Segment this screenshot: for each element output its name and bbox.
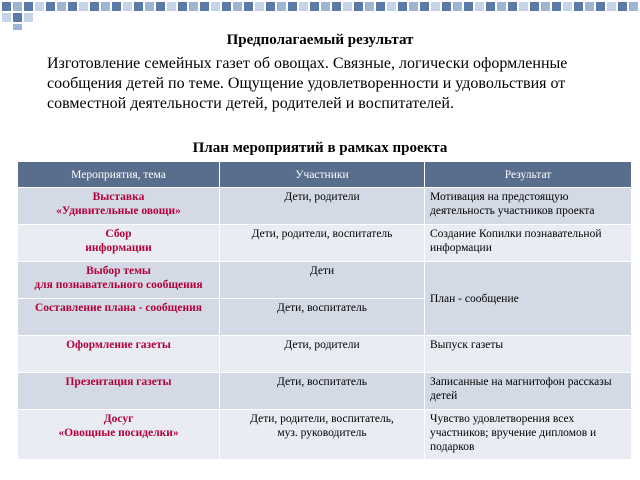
result-cell: Записанные на магнитофон рассказы детей — [425, 373, 632, 410]
table-row — [18, 336, 632, 373]
event-cell: Оформление газеты — [18, 336, 220, 373]
table-header-row — [18, 162, 632, 188]
event-cell: Выставка «Удивительные овощи» — [18, 188, 220, 225]
section-title-expected-result: Предполагаемый результат — [226, 32, 414, 48]
result-cell-merged: План - сообщение — [425, 262, 632, 336]
event-cell: Сбор информации — [18, 225, 220, 262]
event-cell: Выбор темы для познавательного сообщения — [18, 262, 220, 299]
decorative-squares — [0, 0, 640, 30]
participants-cell: Дети, родители, воспитатель, муз. руководитель — [220, 410, 425, 460]
result-cell: Создание Копилки познавательной информации — [425, 225, 632, 262]
event-cell: Составление плана - сообщения — [18, 299, 220, 336]
result-cell: Мотивация на предстоящую деятельность участников проекта — [425, 188, 632, 225]
table-row — [18, 262, 632, 299]
table-row — [18, 373, 632, 410]
result-cell: Чувство удовлетворения всех участников; вручение дипломов и подарков — [425, 410, 632, 460]
participants-cell: Дети, воспитатель — [220, 373, 425, 410]
column-header-event: Мероприятия, тема — [18, 162, 220, 188]
event-cell: Презентация газеты — [18, 373, 220, 410]
column-header-participants: Участники — [220, 162, 425, 188]
table-row — [18, 188, 632, 225]
plan-table — [17, 161, 632, 460]
participants-cell: Дети, воспитатель — [220, 299, 425, 336]
intro-paragraph: Изготовление семейных газет об овощах. Связные, логически оформленные сообщения детей по теме. Ощущение удовлетворенности и удовольствия от совместной деятельности детей, родителей и воспитателей. — [47, 55, 568, 112]
table-row — [18, 410, 632, 460]
participants-cell: Дети, родители — [220, 188, 425, 225]
result-cell: Выпуск газеты — [425, 336, 632, 373]
event-cell: Досуг «Овощные посиделки» — [18, 410, 220, 460]
participants-cell: Дети — [220, 262, 425, 299]
plan-title: План мероприятий в рамках проекта — [192, 140, 448, 156]
column-header-result: Результат — [425, 162, 632, 188]
participants-cell: Дети, родители, воспитатель — [220, 225, 425, 262]
participants-cell: Дети, родители — [220, 336, 425, 373]
table-row — [18, 225, 632, 262]
